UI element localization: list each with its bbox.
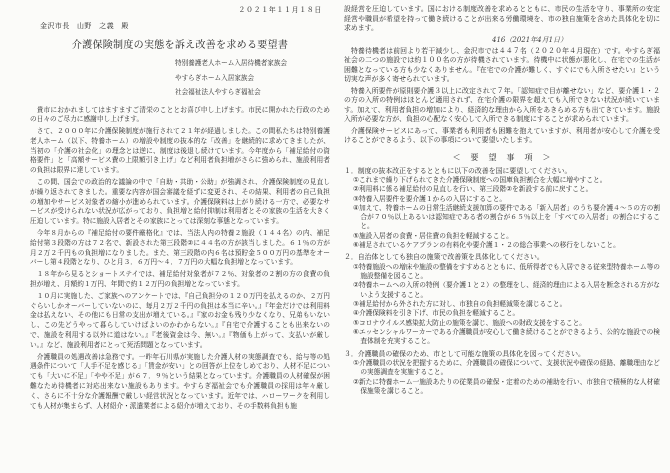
body-paragraph: さて、２０００年に介護保険制度が施行されて２１年が経過しました。この間私たちは特別養護老人ホーム（以下、特養ホーム）の増設や制度の抜本的な「改善」を継続的に求めてきましたが、当初の「介護の社会化」の理念とは逆に、制度は後退し続けています。今年度から「補足給付の資格要件」と「高額サービス費の上限額引き上げ」など利用者負担増がさらに強められ、施設利用者の負担は限界に達しています。 [30,127,330,175]
request-item: ⑥補足されているケアプランの有料化や要介護１・２の総合事業への移行をしないこと。 [353,241,620,250]
request-item: ①特養施設への増床や施設の整備をすすめるとともに、低所得者でも入居できる従来型特養ホーム等の施設整備を図ること。 [353,262,660,281]
request-item: ⑤コロナウイルス感染拡大防止の施策を講じ、施設への財政支援をすること。 [353,318,586,327]
body-paragraph: １０月に実施した、ご家族へのアンケートでは、『自己負担分の１２０万円を払えるのか、２万円ぐらいしかオーバーしていないのに、毎月２万２千円の負担は本当に辛い。』『年金だけでは利用料金は払えない、その他にも日常の支出が増えている。』『家のお金も残り少なくなり、兄弟もいないし、この先どうやって暮らしていけばよいのかわからない。』『自宅で介護することも出来ないので、施設を利用する以外に道はない。』『老後資金は今、無い。』『物価も上がって、支払いが厳しい。』など、施設利用者にとって死活問題となっています。 [30,291,330,349]
body-paragraph: 介護保険サービスにあって、事業者も利用者も困難を抱えていますが、利用者が安心して介護を受けることができるよう、以下の事項について要望いたします。 [344,126,660,144]
request-item: ①介護職員の状況を把握するために、介護職員の確保について、支援状況や確保の経路、離職理由などの実態調査を実施すること。 [353,359,660,377]
request-section [344,167,660,251]
request-item: ①これまで繰り下げられてきた介護保険制度への国庫負担割合を大幅に増やすこと。 [353,176,607,184]
body-paragraph: 介護職員の処遇改善は急務です。一昨年石川県が実施した介護人材の実態調査でも、給与等の処遇条件について「人手不足を感じる」「賃金が安い」との回答が上位をしめており、人材不足についても「大いに不足」「やや不足」が６７．９％という結果となっています。介護職員の人材確保が困難なため待機者に対応出来ない施設もあります。やすらぎ福祉会でも介護職員の採用は年々厳しく、さらに不十分な介護報酬で厳しい経営状況となっています。近年では、ハローワークを利用しても人材が集まらず、人材紹介・派遣業者による紹介が増えており、その手数料負担も施 [30,352,330,410]
body-paragraph: 特養入所要件が原則要介護３以上に改定されて７年。「認知症で目が離せない」など、要介護１・２の方の入所の特例はほとんど適用されず、在宅介護の限界を超えても入所できない状況が続いています。加えて、利用者負担の増加により、経済的な理由から入所をあきらめる方も出てきています。施設入所が必要な方が、負担の心配なく安心して入所できる制度にすることが求められています。 [344,86,660,123]
handwritten-note: 416（2021年4月1日） [492,35,568,44]
body-paragraph: 設経営を圧迫しています。国における制度改善を求めるとともに、市民の生活を守り、事業所の安定経営や職員が希望を持って働き続けることが出来る労働環境を、市の独自施策を含めた具体化を切に求めます。 [344,5,660,32]
body-paragraph: 貴市におかれましてはますますご清栄のこととお喜び申し上げます。市民に開かれた行政のための日々のご尽力に感謝申し上げます。 [30,105,330,124]
document-title: 介護保険制度の実態を訴え改善を求める要望書 [71,40,289,51]
request-section-heading: ３．介護職員の確保のため、市として可能な施策の具体化を図ってください。 [344,349,585,358]
body-paragraph: 今年８月からの『補足給付の要件厳格化』では、当法人内の特養２施設（１４４名）の内、補足給付第３段階の方は７２名で、新設された第三段階②に４４名の方が該当しました。６１％の方が月２万２千円もの負担増になりました。また、第三段階の内６名は預貯金５００万円の基準をオーバーし第４段階となり、ひと月３．６万円～４．７万円の大幅な負担増となっています。 [30,229,330,267]
left-column [30,0,330,473]
request-item: ④加えて、特養ホームの日常生活継続支援加算の要件である「新入居者」のうち要介護４～５の方の割合が７０％以上あるいは認知症である者の割合が６５％以上を「すべての入居者」の割合にすること。 [353,203,660,231]
addressee: 金沢市長 山野 之義 殿 [40,22,129,30]
request-item: ③補足給付から外された方に対し、市独自の負担軽減策を講じること。 [353,300,567,309]
request-item: ③特養入居要件を要介護１からの入居にすること。 [353,194,507,203]
request-item: ④介護保険料を引き下げ、市民の負担を軽減すること。 [353,309,520,318]
request-item: ②利用料に係る補足給付の見直しを行い、第三段階②を新設する前に戻すこと。 [353,185,593,194]
right-column [344,0,660,473]
sender-name: 社会福祉法人やすらぎ福祉会 [175,88,261,96]
request-item: ②新たに特養ホーム一施設あたりの従業員の確保・定着のための補助を行い、市独自で積極的な人材確保施策を講じること。 [353,377,660,395]
body-paragraph: 特養待機者は前回より若干減少し、金沢市では４４７名（２０２０年４月現在）です。やすらぎ福祉会の二つの施設では約１００名の方が待機されています。待機中に状態が悪化し、在宅での生活が困難となっている方も少なくありません。『在宅での介護が難しく、すぐにでも入所させたい』という切実な声が多く寄せられています。 [344,46,660,83]
sender-name: 特別養護老人ホーム入居待機者家族会 [175,59,288,67]
request-item: ②特養ホームへの入所の特例（要介護１と２）の整理をし、経済的理由による入居を断念される方がないよう支援すること。 [353,281,660,299]
request-section [344,253,660,346]
sender-name: やすらぎホーム入居家族会 [175,73,255,82]
requests-heading: ＜ 要 望 事 項 ＞ [452,152,552,162]
request-section-heading: ２．自治体としても独自の施策で改善策を具体化してください。 [344,253,544,262]
request-item: ⑤施設入居者の食費・居住費の負担を軽減すること。 [353,231,513,240]
request-section [344,350,660,397]
sender-list [175,56,330,100]
body-paragraph: １８年から見るとショートステイでは、補足給付対象者が７２％、対象者の２割の方の食費の負担が増え、月額約１万円、年間で約１２万円の負担増となっています。 [30,270,330,289]
document-date: ２０２１年１１月１８日 [238,6,322,14]
request-item: ⑥エッセンシャルワーカーである介護職員が安心して働き続けることができるよう、公的な施設での検査体制を充実すること。 [353,327,660,346]
body-paragraph: この間、国会での政治的な議論の中で「自助・共助・公助」が強調され、介護保険制度の見直しが繰り返されてきました。重要な内容が国会審議を経ずに変更され、その結果、利用者の自己負担の増加やサービス対象者の縮小が進められています。介護保険料は上がり続ける一方で、必要なサービスが受けられない状況が広がっており、負担増と給付抑制は利用者とその家族の生活を大きく圧迫しています。特に施設入居者とその家族にとっては深刻な事態となっています。 [30,178,330,226]
request-section-heading: １．制度の抜本改正をするとともに以下の改善を国に要望してください。 [344,166,572,175]
